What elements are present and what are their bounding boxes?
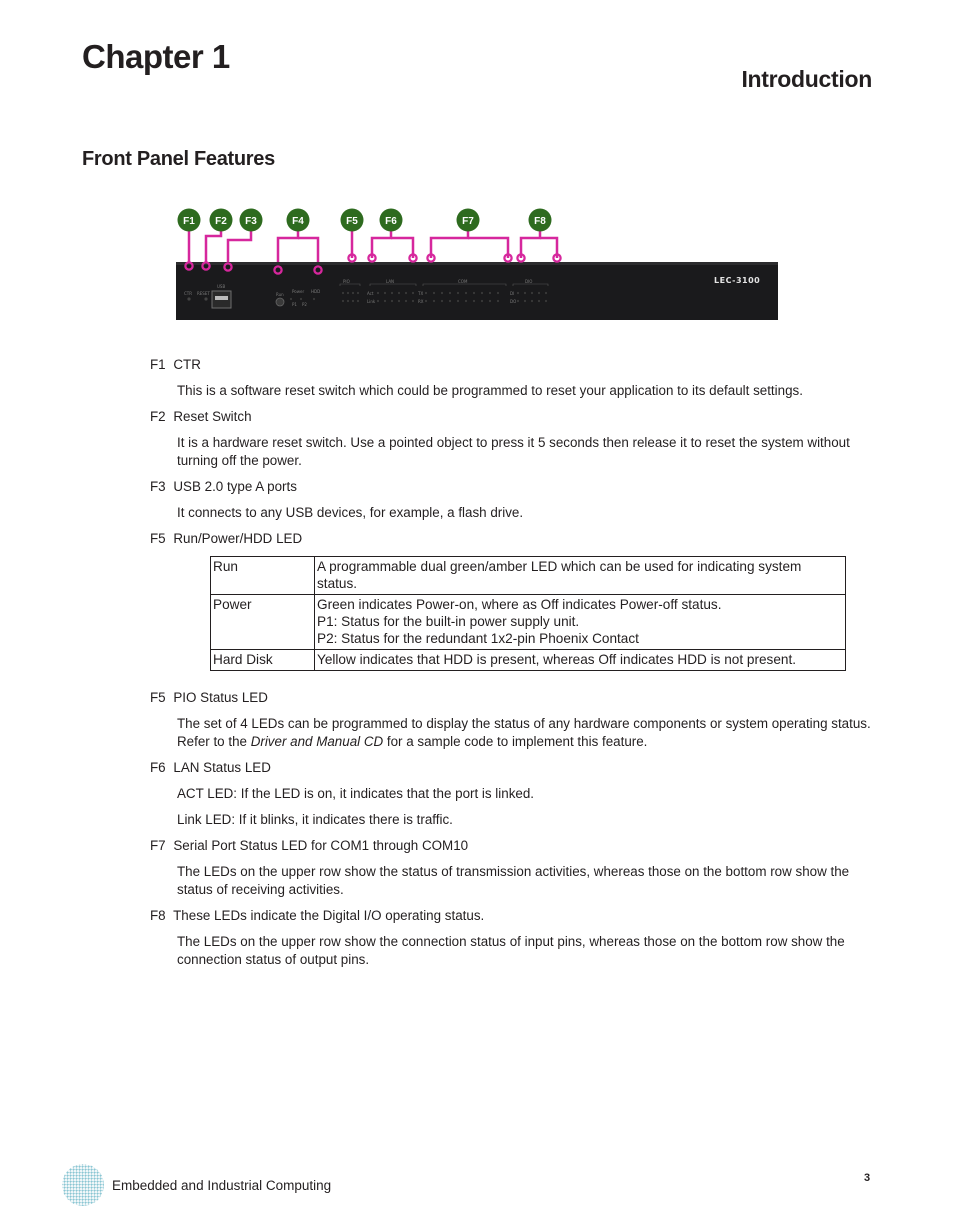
led-dot [449, 292, 451, 294]
led-dot [441, 292, 443, 294]
led-dot [524, 292, 526, 294]
led-dot [545, 300, 547, 302]
item-f5-led-heading [150, 530, 882, 548]
led-dot [412, 300, 414, 302]
led-dot [531, 292, 533, 294]
table-cell: Hard Disk [211, 650, 315, 671]
usb-label: USB [217, 284, 226, 289]
table-row [211, 650, 846, 671]
item-f1-text: This is a software reset switch which could be programmed to reset your application to its default settings. [177, 383, 803, 398]
led-dot [377, 300, 379, 302]
led-dot [517, 292, 519, 294]
item-code: F2 [150, 409, 166, 424]
p2-label: P2 [302, 302, 307, 307]
item-title: These LEDs indicate the Digital I/O operating status. [173, 908, 485, 923]
table-row [211, 595, 846, 650]
led-dot [398, 300, 400, 302]
item-f8-text: The LEDs on the upper row show the connection status of input pins, whereas those on the bottom row show the connection status of output pins. [177, 934, 845, 967]
item-code: F6 [150, 760, 166, 775]
item-f6-act-text: ACT LED: If the LED is on, it indicates that the port is linked. [177, 786, 535, 801]
led-dot [342, 300, 344, 302]
led-dot [545, 292, 547, 294]
led-dot [531, 300, 533, 302]
led-dot [357, 300, 359, 302]
led-dot [352, 300, 354, 302]
item-f5-pio-heading [150, 689, 882, 707]
item-title: CTR [173, 357, 201, 372]
led-dot [538, 300, 540, 302]
led-table [210, 556, 846, 671]
item-f3-heading [150, 478, 882, 496]
item-f1-heading [150, 356, 882, 374]
led-dot [441, 300, 443, 302]
table-cell: Run [211, 557, 315, 595]
led-dot [342, 292, 344, 294]
led-dot [524, 300, 526, 302]
ctr-button [187, 297, 190, 300]
item-f5-pio-text: The set of 4 LEDs can be programmed to display the status of any hardware components or system operating status. Refer to the Driver and Manual CD for a sample code to implement this feature. [177, 716, 871, 749]
run-label: Run [276, 292, 284, 297]
led-dot [300, 298, 302, 300]
led-dot [290, 298, 292, 300]
p1-label: P1 [292, 302, 297, 307]
device-front-panel [176, 262, 778, 320]
led-dot [457, 300, 459, 302]
led-dot [347, 292, 349, 294]
table-cell: Yellow indicates that HDD is present, whereas Off indicates HDD is not present. [315, 650, 846, 671]
led-dot [473, 292, 475, 294]
led-dot [425, 300, 427, 302]
com-label: COM [458, 279, 468, 284]
act-label: Act [367, 291, 374, 296]
callout-label: F7 [462, 216, 474, 227]
led-dot [489, 300, 491, 302]
table-cell: Power [211, 595, 315, 650]
led-dot [481, 292, 483, 294]
rx-label: RX [418, 299, 424, 304]
led-dot [357, 292, 359, 294]
callout-label: F2 [215, 216, 227, 227]
led-dot [433, 300, 435, 302]
led-dot [377, 292, 379, 294]
item-f6-heading [150, 759, 882, 777]
item-f2-text: It is a hardware reset switch. Use a pointed object to press it 5 seconds then release it to reset the system without turning off the power. [177, 435, 850, 468]
led-dot [347, 300, 349, 302]
item-title: Serial Port Status LED for COM1 through COM10 [173, 838, 469, 853]
chapter-title: Chapter 1 [82, 38, 230, 75]
led-dot [433, 292, 435, 294]
di-label: DI [510, 291, 515, 296]
led-dot [398, 292, 400, 294]
pio-label: PIO [343, 279, 350, 284]
item-f3-text: It connects to any USB devices, for example, a flash drive. [177, 505, 524, 520]
content-body [82, 356, 882, 977]
led-dot [465, 300, 467, 302]
front-panel-figure [170, 200, 785, 330]
item-title: USB 2.0 type A ports [173, 479, 297, 494]
led-dot [538, 292, 540, 294]
section-heading: Front Panel Features [82, 148, 275, 170]
led-dot [465, 292, 467, 294]
led-dot [517, 300, 519, 302]
item-f7-heading [150, 837, 882, 855]
callout-label: F5 [346, 216, 358, 227]
led-dot [405, 292, 407, 294]
callout-label: F8 [534, 216, 546, 227]
tx-label: TX [418, 291, 424, 296]
callout-label: F1 [183, 216, 195, 227]
led-dot [384, 292, 386, 294]
led-dot [473, 300, 475, 302]
hdd-label: HDD [311, 289, 321, 294]
lan-label: LAN [386, 279, 395, 284]
led-dot [391, 292, 393, 294]
item-f7-text: The LEDs on the upper row show the status of transmission activities, whereas those on the bottom row show the status of receiving activities. [177, 864, 850, 897]
item-code: F8 [150, 908, 166, 923]
page-title: Introduction [741, 66, 872, 92]
item-title: Reset Switch [173, 409, 252, 424]
led-dot [497, 300, 499, 302]
led-dot [384, 300, 386, 302]
reset-button [276, 298, 284, 306]
ctr-label: CTR [184, 291, 193, 296]
do-label: DO [510, 299, 517, 304]
callout-label: F3 [245, 216, 257, 227]
led-dot [481, 300, 483, 302]
footer-text: Embedded and Industrial Computing [112, 1178, 332, 1193]
item-title: LAN Status LED [173, 760, 271, 775]
callout-label: F6 [385, 216, 397, 227]
item-title: PIO Status LED [173, 690, 268, 705]
dio-label: DIO [525, 279, 533, 284]
led-dot [497, 292, 499, 294]
item-code: F5 [150, 690, 166, 705]
led-dot [457, 292, 459, 294]
table-row [211, 557, 846, 595]
model-label: LEC-3100 [714, 276, 761, 285]
link-label: Link [367, 299, 376, 304]
item-code: F3 [150, 479, 166, 494]
globe-logo-icon [60, 1162, 106, 1208]
led-dot [489, 292, 491, 294]
callout-label: F4 [292, 216, 304, 227]
item-f2-heading [150, 408, 882, 426]
page-number: 3 [864, 1172, 871, 1184]
led-dot [313, 298, 315, 300]
led-dot [449, 300, 451, 302]
reset-label: RESET [197, 291, 210, 296]
item-f6-link-text: Link LED: If it blinks, it indicates there is traffic. [177, 812, 453, 827]
item-title: Run/Power/HDD LED [173, 531, 303, 546]
table-cell: A programmable dual green/amber LED which can be used for indicating system status. [315, 557, 846, 595]
item-code: F7 [150, 838, 166, 853]
cd-reference: Driver and Manual CD [250, 734, 384, 749]
power-label: Power [292, 289, 305, 294]
item-code: F1 [150, 357, 166, 372]
item-code: F5 [150, 531, 166, 546]
led-dot [405, 300, 407, 302]
item-f8-heading [150, 907, 882, 925]
led-dot [425, 292, 427, 294]
led-dot [352, 292, 354, 294]
led-dot [391, 300, 393, 302]
table-cell: Green indicates Power-on, where as Off indicates Power-off status. P1: Status for the built-in power supply unit. P2: Status for the redundant 1x2-pin Phoenix Contact [315, 595, 846, 650]
led-dot [412, 292, 414, 294]
